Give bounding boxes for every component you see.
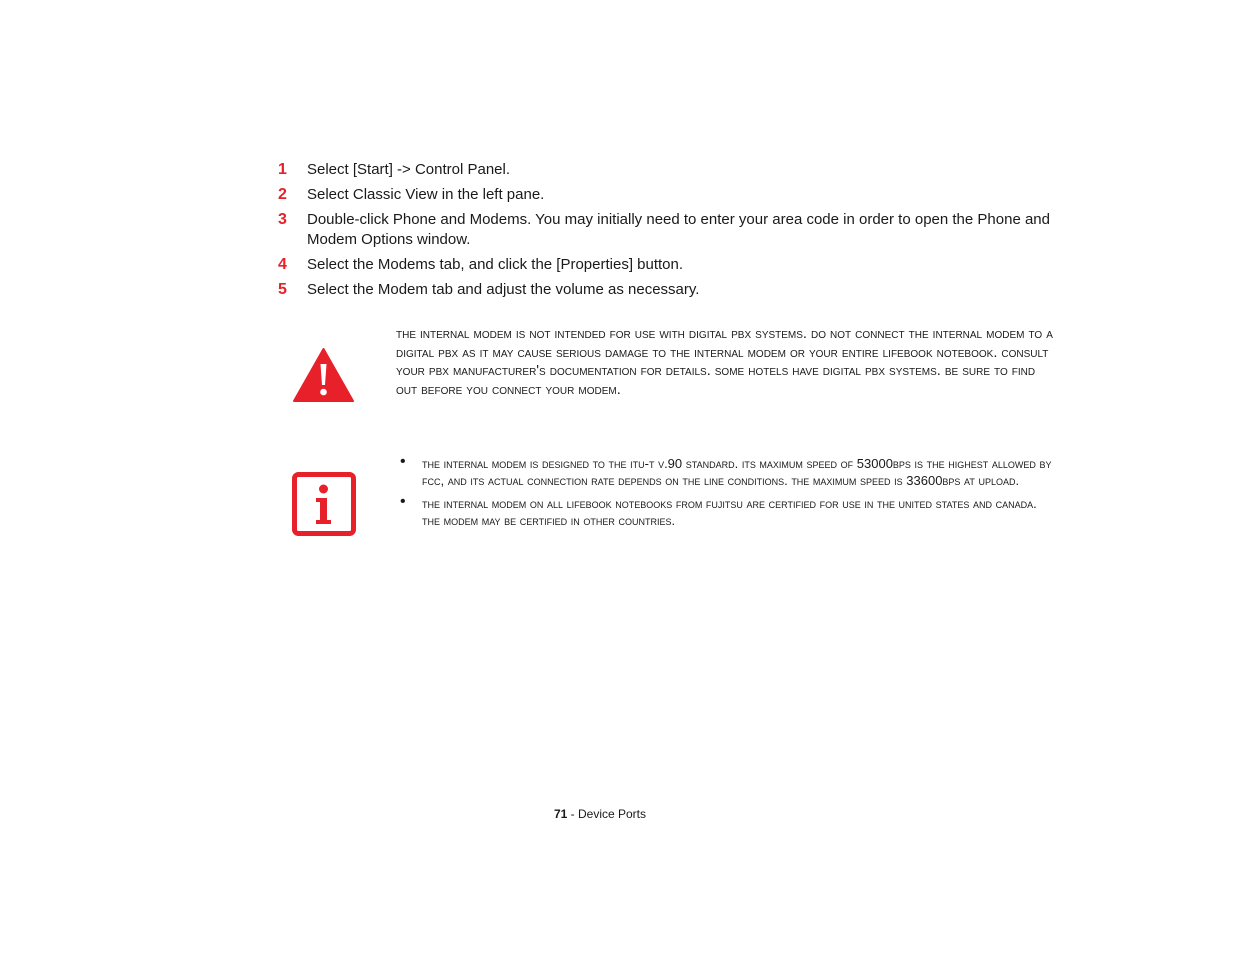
step-text: Double-click Phone and Modems. You may initially need to enter your area code in order to open the Phone and Modem Options window.: [307, 211, 1050, 248]
section-name: - Device Ports: [567, 807, 647, 821]
bullet-icon: •: [400, 492, 406, 510]
step-item: [278, 255, 1058, 275]
bullet-icon: •: [400, 453, 406, 470]
step-text: Select [Start] -> Control Panel.: [307, 161, 511, 178]
step-number: 4: [278, 256, 287, 273]
step-number: 1: [278, 161, 287, 178]
page-number: 71: [553, 807, 568, 821]
step-text: Select the Modems tab, and click the [Properties] button.: [307, 256, 684, 273]
procedure-steps: [278, 160, 1058, 305]
note-item: [398, 455, 1058, 490]
warning-triangle-icon: [292, 347, 355, 403]
step-item: [278, 280, 1058, 300]
step-text: Select the Modem tab and adjust the volume as necessary.: [307, 281, 700, 298]
step-number: 2: [278, 186, 287, 203]
step-item: [278, 160, 1058, 180]
step-item: [278, 185, 1058, 205]
note-item: [398, 492, 1058, 530]
step-item: [278, 210, 1058, 250]
step-text: Select Classic View in the left pane.: [307, 186, 545, 203]
info-notes: [398, 455, 1058, 535]
step-number: 3: [278, 211, 287, 228]
step-number: 5: [278, 281, 287, 298]
note-text: the internal modem is designed to the itu-t v.90 standard. its maximum speed of 53000bps is the highest allowed by fcc, and its actual connection rate depends on the line conditions. the maximum speed is 33600bps at upload.: [422, 456, 1052, 489]
warning-message: the internal modem is not intended for use with digital pbx systems. do not connect the internal modem to a digital pbx as it may cause serious damage to the internal modem or your entire lifebook notebook. consult your pbx manufacturer's documentation for details. some hotels have digital pbx systems. be sure to find out before you connect your modem.: [396, 326, 1053, 398]
page-footer: [0, 806, 1200, 822]
info-icon: [292, 472, 356, 536]
note-text: the internal modem on all lifebook notebooks from fujitsu are certified for use in the united states and canada. the modem may be certified in other countries.: [422, 495, 1037, 529]
